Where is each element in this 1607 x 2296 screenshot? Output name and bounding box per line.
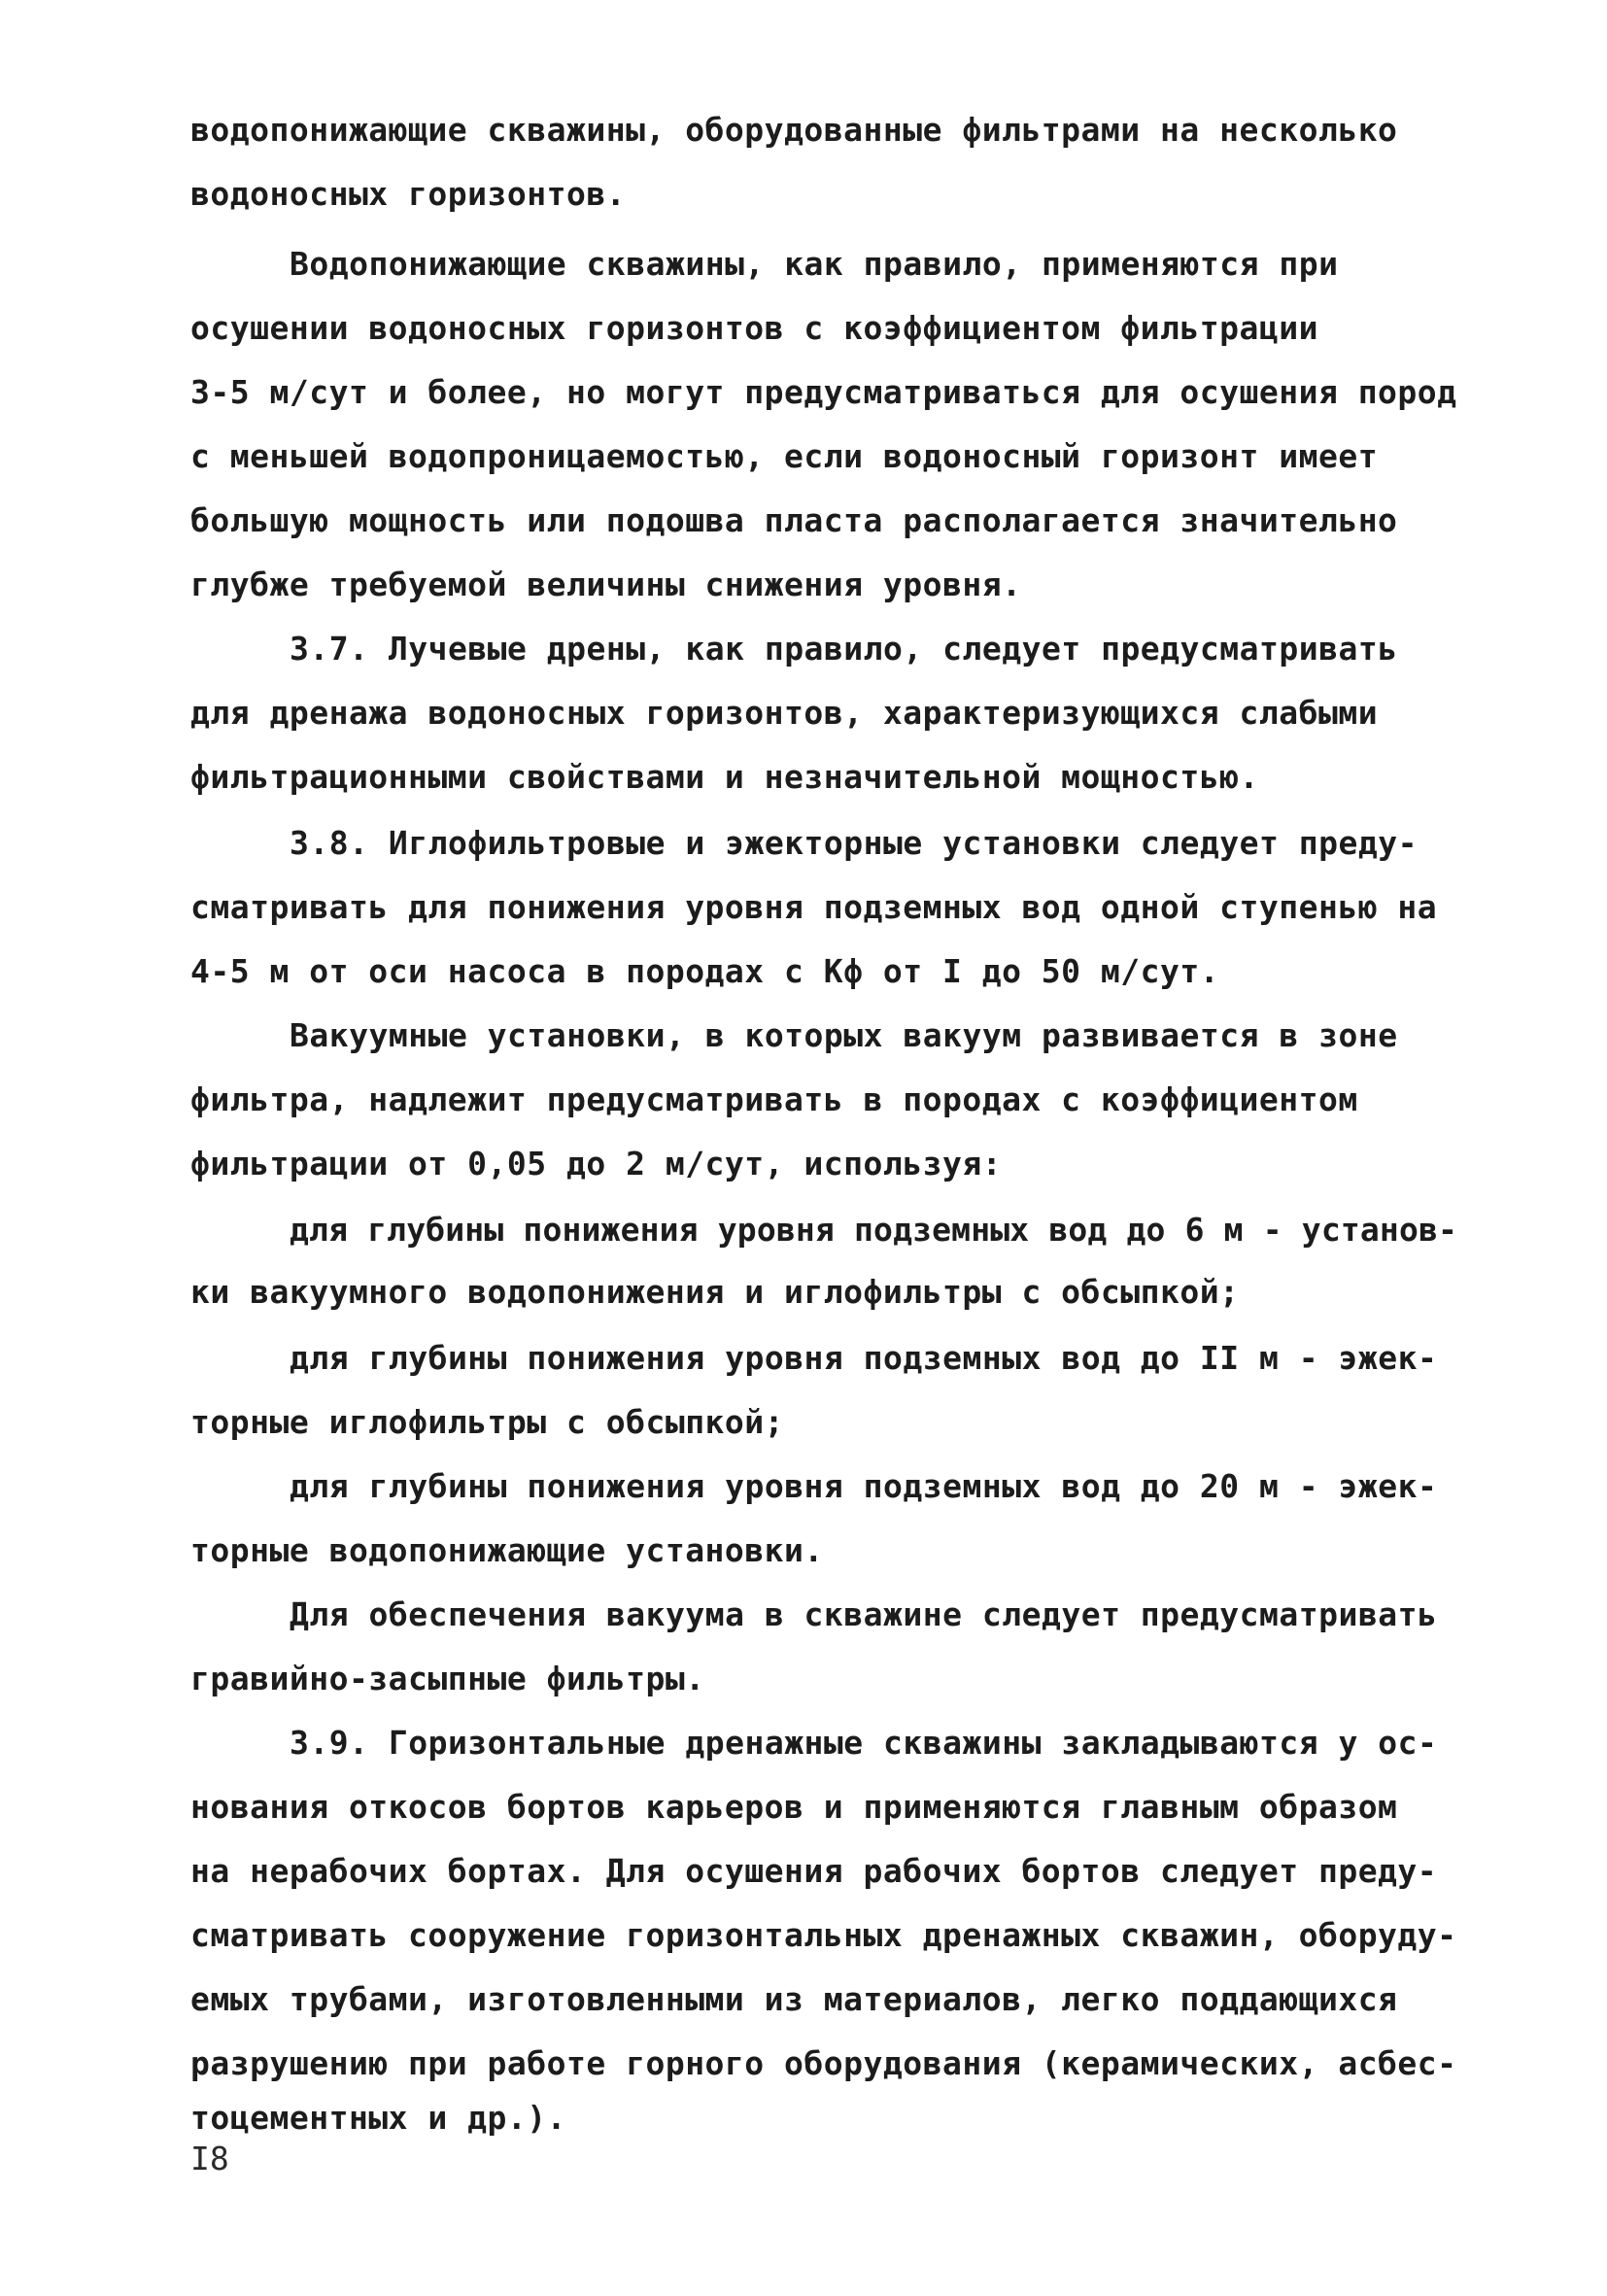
text-line: осушении водоносных горизонтов с коэффициентом фильтрации — [190, 309, 1318, 347]
text-line: для дренажа водоносных горизонтов, характеризующихся слабыми — [190, 694, 1379, 732]
text-line: сматривать для понижения уровня подземных вод одной ступенью на — [190, 888, 1438, 926]
text-line: для глубины понижения уровня подземных вод до 6 м - установ- — [290, 1211, 1458, 1249]
text-line: на нерабочих бортах. Для осушения рабочих бортов следует преду- — [190, 1852, 1438, 1890]
text-line: для глубины понижения уровня подземных вод до 20 м - эжек- — [290, 1467, 1438, 1505]
text-line: с меньшей водопроницаемостью, если водоносный горизонт имеет — [190, 437, 1379, 475]
text-line: Для обеспечения вакуума в скважине следует предусматривать — [290, 1595, 1438, 1633]
text-line: 3.8. Иглофильтровые и эжекторные установки следует преду- — [290, 824, 1418, 862]
text-line: ки вакуумного водопонижения и иглофильтры с обсыпкой; — [190, 1273, 1240, 1311]
text-line: для глубины понижения уровня подземных вод до II м - эжек- — [290, 1339, 1438, 1377]
text-line: 3.7. Лучевые дрены, как правило, следует предусматривать — [290, 630, 1398, 668]
text-line: торные водопонижающие установки. — [190, 1531, 824, 1569]
text-line: сматривать сооружение горизонтальных дренажных скважин, оборуду- — [190, 1916, 1457, 1954]
text-line: гравийно-засыпные фильтры. — [190, 1660, 705, 1697]
text-line: 4-5 м от оси насоса в породах с Кф от I до 50 м/сут. — [190, 952, 1220, 990]
text-line: тоцементных и др.). — [190, 2099, 566, 2137]
text-line: фильтрационными свойствами и незначительной мощностью. — [190, 758, 1259, 796]
text-line: Водопонижающие скважины, как правило, применяются при — [290, 245, 1339, 283]
page-number: I8 — [190, 2140, 229, 2177]
text-line: торные иглофильтры с обсыпкой; — [190, 1403, 785, 1441]
text-line: большую мощность или подошва пласта располагается значительно — [190, 501, 1398, 539]
text-line: 3-5 м/сут и более, но могут предусматриваться для осушения пород — [190, 373, 1457, 411]
text-line: фильтра, надлежит предусматривать в породах с коэффициентом — [190, 1080, 1358, 1118]
text-line: 3.9. Горизонтальные дренажные скважины закладываются у ос- — [290, 1724, 1438, 1762]
text-line: глубже требуемой величины снижения уровня. — [190, 565, 1022, 603]
text-line: емых трубами, изготовленными из материалов, легко поддающихся — [190, 1980, 1398, 2018]
text-line: фильтрации от 0,05 до 2 м/сут, используя: — [190, 1145, 1003, 1182]
text-line: нования откосов бортов карьеров и применяются главным образом — [190, 1788, 1398, 1826]
text-line: разрушению при работе горного оборудования (керамических, асбес- — [190, 2044, 1457, 2082]
text-line: водоносных горизонтов. — [190, 175, 627, 213]
text-line: Вакуумные установки, в которых вакуум развивается в зоне — [290, 1016, 1398, 1054]
text-line: водопонижающие скважины, оборудованные фильтрами на несколько — [190, 111, 1398, 149]
